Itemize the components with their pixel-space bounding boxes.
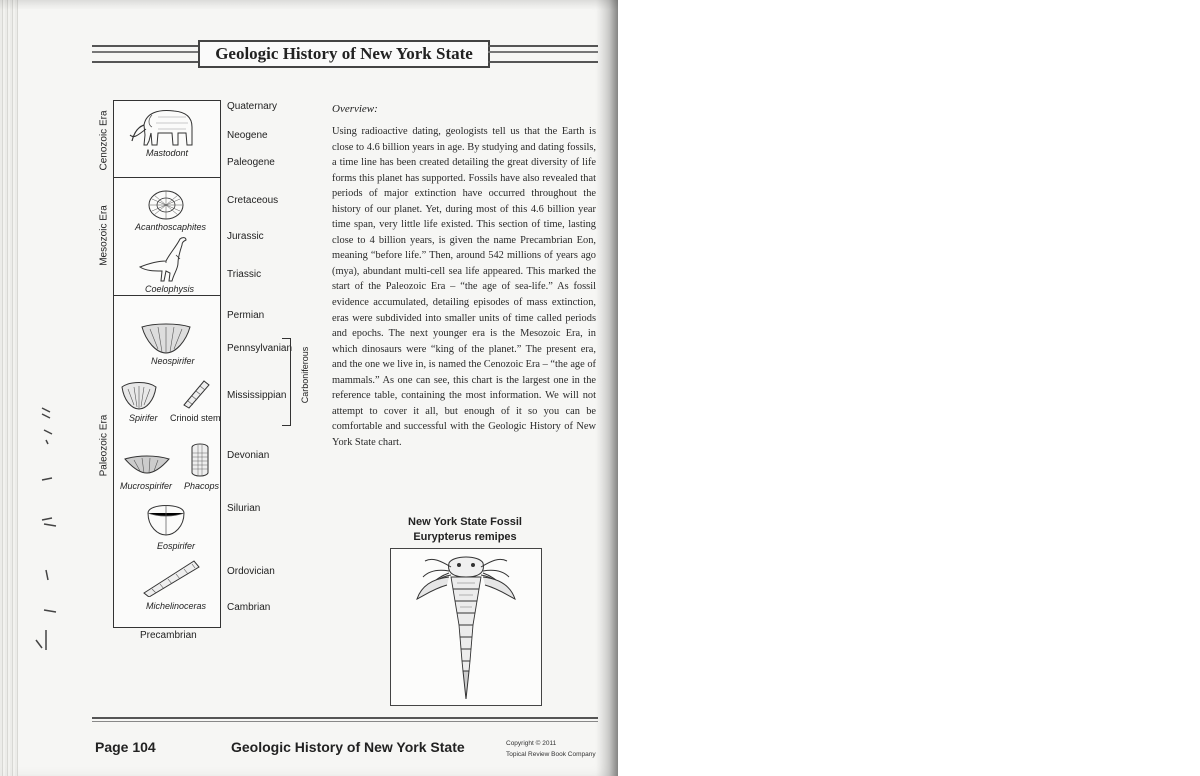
mastodont-icon	[128, 105, 206, 149]
era-label-paleozoic: Paleozoic Era	[98, 414, 110, 477]
footer-rule	[92, 717, 598, 719]
era-label-mesozoic: Mesozoic Era	[98, 205, 110, 266]
period-quaternary: Quaternary	[227, 101, 278, 112]
carboniferous-label: Carboniferous	[300, 346, 310, 404]
era-label-cenozoic: Cenozoic Era	[98, 110, 110, 171]
fossil-label-mastodont: Mastodont	[146, 148, 189, 158]
banner-rule-right	[488, 45, 598, 63]
footer-page-number: Page 104	[95, 739, 156, 755]
crinoid-stem-icon	[178, 375, 212, 409]
dinosaur-icon	[136, 233, 202, 285]
ammonite-icon	[146, 187, 186, 221]
era-divider	[114, 295, 220, 296]
nautiloid-icon	[140, 557, 202, 597]
period-neogene: Neogene	[227, 130, 268, 141]
footer-title: Geologic History of New York State	[231, 739, 465, 755]
fossil-label-eospirifer: Eospirifer	[157, 541, 196, 551]
footer-copyright-line2: Topical Review Book Company	[506, 751, 596, 758]
page-gutter-shadow	[596, 0, 618, 776]
footer-copyright	[506, 738, 596, 760]
era-divider	[114, 177, 220, 178]
scan-shadow-top	[0, 0, 618, 10]
precambrian-label: Precambrian	[140, 630, 197, 641]
banner	[198, 40, 490, 68]
carboniferous-bracket	[282, 338, 291, 426]
brachiopod-icon	[140, 319, 192, 355]
geologic-timeline	[113, 100, 221, 628]
period-jurassic: Jurassic	[227, 231, 264, 242]
book-binding-edge	[0, 0, 18, 776]
eurypterus-icon	[391, 549, 541, 705]
period-devonian: Devonian	[227, 450, 270, 461]
fossil-label-mucrospirifer: Mucrospirifer	[120, 481, 173, 491]
period-mississippian: Mississippian	[227, 390, 287, 401]
period-triassic: Triassic	[227, 269, 262, 280]
state-fossil-caption-line1: New York State Fossil	[408, 516, 522, 528]
fossil-label-acanthoscaphites: Acanthoscaphites	[135, 222, 207, 232]
period-pennsylvanian: Pennsylvanian	[227, 343, 293, 354]
period-cambrian: Cambrian	[227, 602, 271, 613]
period-paleogene: Paleogene	[227, 157, 275, 168]
state-fossil-caption	[380, 515, 550, 545]
mucrospirifer-icon	[124, 453, 170, 475]
period-ordovician: Ordovician	[227, 566, 275, 577]
trilobite-icon	[188, 441, 212, 479]
banner-title: Geologic History of New York State	[215, 44, 473, 63]
fossil-label-neospirifer: Neospirifer	[151, 356, 195, 366]
scan-edge-marks	[22, 400, 62, 660]
footer-rule-thin	[92, 721, 598, 722]
fossil-label-phacops: Phacops	[184, 481, 220, 491]
period-permian: Permian	[227, 310, 265, 321]
fossil-label-spirifer: Spirifer	[129, 413, 158, 423]
fossil-label-crinoid-stem: Crinoid stem	[170, 413, 221, 423]
fossil-label-michelinoceras: Michelinoceras	[146, 601, 207, 611]
eospirifer-icon	[144, 499, 188, 537]
overview-body: Using radioactive dating, geologists tell us that the Earth is close to 4.6 billion years in age. By studying and dating fossils, a time line has been created detailing the great diversity of life forms this planet has supported. Fossils have also revealed that periods of major extinction have occurred throughout the history of our planet. Yet, during most of this 4.6 billion year time span, very little life existed. This section of time, lasting close to 4 billion years, is given the name Precambrian Eon, meaning “before life.” Then, around 542 millions of years ago (mya), abundant multi-cell sea life appeared. This marked the start of the Paleozoic Era – “the age of sea-life.” As fossil evidence accumulated, detailing episodes of mass extinction, eras were subdivided into smaller units of time called periods and epochs. The next younger era is the Mesozoic Era, in which dinosaurs were “king of the planet.” The present era, and the one we live in, is named the Cenozoic Era – “the age of mammals.” As one can see, this chart is the largest one in the reference table, containing the most information. We will not attempt to cover it all, but enough of it so you can be comfortable and successful with the Geologic History of New York State chart.	[332, 126, 596, 448]
fossil-label-coelophysis: Coelophysis	[145, 284, 195, 294]
state-fossil-image-frame	[390, 548, 542, 706]
spirifer-icon	[120, 377, 158, 411]
footer-copyright-line1: Copyright © 2011	[506, 740, 557, 747]
period-silurian: Silurian	[227, 503, 261, 514]
period-cretaceous: Cretaceous	[227, 195, 279, 206]
state-fossil-caption-line2: Eurypterus remipes	[413, 531, 517, 543]
banner-rule-left	[92, 45, 198, 63]
overview-heading: Overview:	[332, 103, 378, 115]
